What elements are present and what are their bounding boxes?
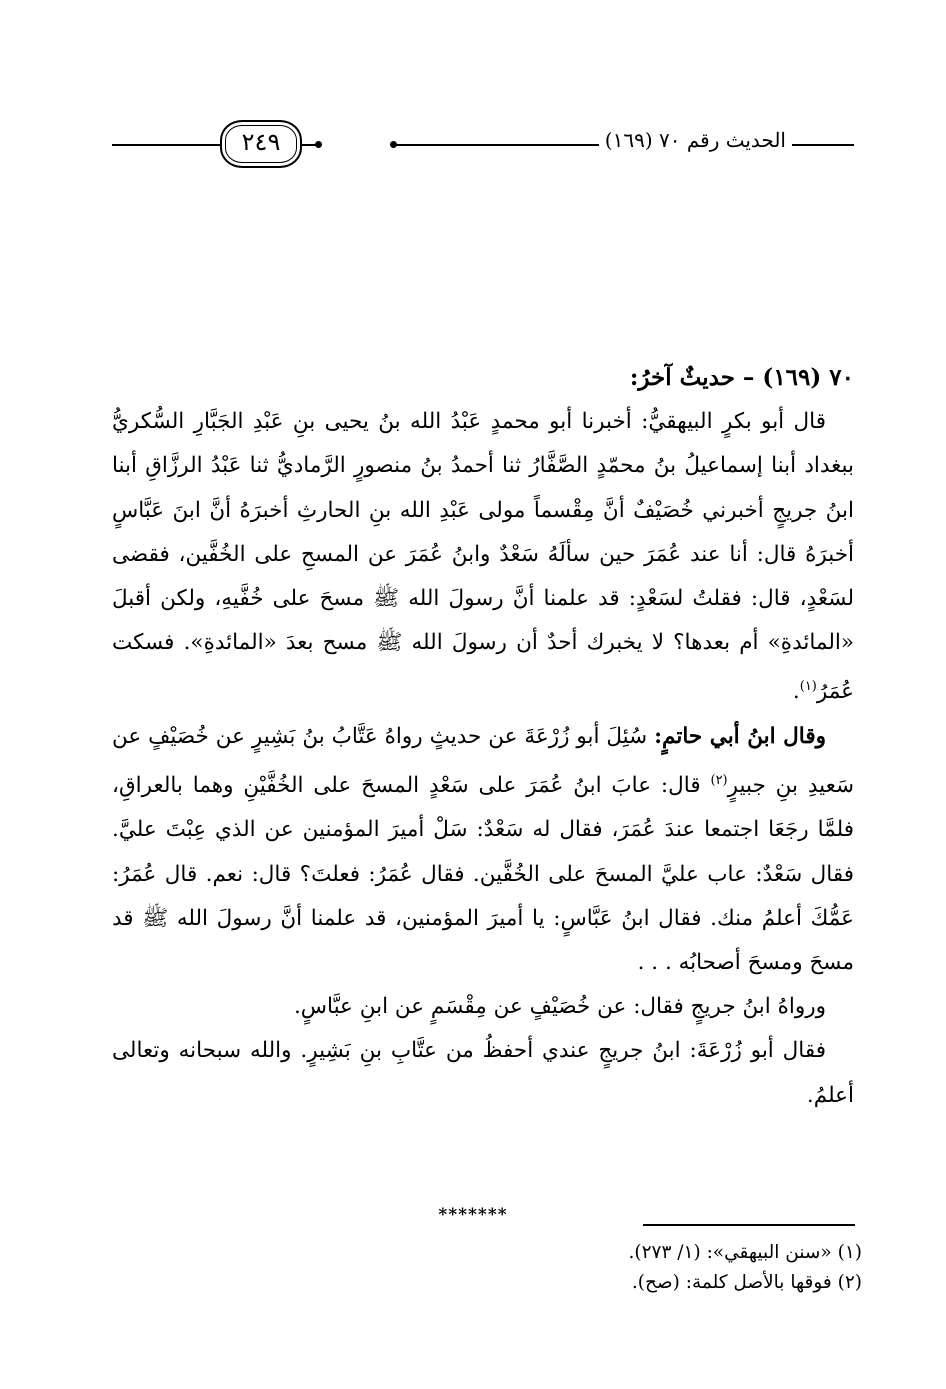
paragraph-2	[112, 715, 854, 985]
paragraph-3: ورواهُ ابنُ جريجٍ فقال: عن خُصَيْفٍ عن مِقْسَمٍ عن ابنِ عبَّاسٍ.	[293, 994, 826, 1020]
paragraph-2-text-a: سُئِلَ أبو زُرْعَةَ عن حديثٍ رواهُ عَتَّابُ بنُ بَشِيرٍ عن خُصَيْفٍ عن سَعيدِ بنِ جبيرٍ	[112, 723, 854, 799]
paragraph-4: فقال أبو زُرْعَةَ: ابنُ جريجٍ عندي أحفظُ من عتَّابِ بنِ بَشِيرٍ. والله سبحانه وتعالى أعلمُ.	[112, 1038, 854, 1108]
footnotes	[112, 1238, 862, 1298]
section-separator: *******	[438, 1205, 508, 1225]
footnote-ref-2: (٢)	[710, 772, 728, 788]
header-title: الحديث رقم ٧٠ (١٦٩)	[599, 128, 792, 152]
footnote-rule	[643, 1224, 855, 1226]
page-number-frame	[220, 120, 302, 168]
paragraph-2-text-b: قال: عابَ ابنُ عُمَرَ على سَعْدٍ المسحَ على الخُفَّيْنِ وهما بالعراقِ، فلمَّا رجَعَا اجتمعا عندَ عُمَرَ، فقال له سَعْدٌ: سَلْ أميرَ المؤمنين عن الذي عِبْتَ عليَّ. فقال سَعْدٌ: عاب عليَّ المسحَ على الخُفَّين. فقال عُمَرُ: فعلتَ؟ قال: نعم. قال عُمَرُ: عَمُّكَ أعلمُ منك. فقال ابنُ عَبَّاسٍ: يا أميرَ المؤمنين، قد علمنا أنَّ رسولَ الله ﷺ قد مسحَ ومسحَ أصحابُه . . .	[112, 773, 854, 975]
page-number: ٢٤٩	[241, 128, 281, 156]
footnote-2: (٢) فوقها بالأصل كلمة: (صح).	[631, 1272, 862, 1293]
main-text	[112, 356, 854, 1118]
hadith-heading: ٧٠ (١٦٩) – حديثٌ آخرُ:	[629, 364, 854, 391]
paragraph-1-text: قال أبو بكرٍ البيهقيُّ: أخبرنا أبو محمدٍ عَبْدُ الله بنُ يحيى بنِ عَبْدِ الجَبَّارِ السُّكريُّ ببغداد أبنا إسماعيلُ بنُ محمّدٍ الصَّفَّارُ ثنا أحمدُ بنُ منصورٍ الرَّماديُّ ثنا عَبْدُ الرزَّاقِ أبنا ابنُ جريجٍ أخبرني خُصَيْفٌ أنَّ مِقْسماً مولى عَبْدِ الله بنِ الحارثِ أخبرَهُ أنَّ ابنَ عَبَّاسٍ أخبرَهُ قال: أنا عند عُمَرَ حين سألَهُ سَعْدٌ وابنُ عُمَرَ عن المسحِ على الخُفَّين، فقضى لسَعْدٍ، قال: فقلتُ لسَعْدٍ: قد علمنا أنَّ رسولَ الله ﷺ مسحَ على خُفَّيهِ، ولكن أقبلَ «المائدةِ» أم بعدها؟ لا يخبرك أحدٌ أن رسولَ الله ﷺ مسح بعدَ «المائدةِ». فسكت عُمَرُ	[112, 409, 854, 705]
running-header	[112, 118, 854, 168]
header-rule-middle	[392, 144, 607, 146]
footnote-1: (١) «سنن البيهقي»: (١/ ٢٧٣).	[628, 1242, 862, 1263]
header-dot	[315, 141, 322, 148]
header-dot	[390, 141, 397, 148]
footnote-ref-1: (١)	[799, 679, 817, 695]
paragraph-1: قال أبو بكرٍ البيهقيُّ: أخبرنا أبو محمدٍ عَبْدُ الله بنُ يحيى بنِ عَبْدِ الجَبَّارِ السُّكريُّ ببغداد أبنا إسماعيلُ بنُ محمّدٍ الصَّفَّارُ ثنا أحمدُ بنُ منصورٍ الرَّماديُّ ثنا عَبْدُ الرزَّاقِ أبنا ابنُ جريجٍ أخبرني خُصَيْفٌ أنَّ مِقْسماً مولى عَبْدِ الله بنِ الحارثِ أخبرَهُ أنَّ ابنَ عَبَّاسٍ أخبرَهُ قال: أنا عند عُمَرَ حين سألَهُ سَعْدٌ وابنُ عُمَرَ عن المسحِ على الخُفَّين، فقضى لسَعْدٍ، قال: فقلتُ لسَعْدٍ: قد علمنا أنَّ رسولَ الله ﷺ مسحَ على خُفَّيهِ، ولكن أقبلَ «المائدةِ» أم بعدها؟ لا يخبرك أحدٌ أن رسولَ الله ﷺ مسح بعدَ «المائدةِ». فسكت عُمَرُ$^{(١)}$.	[112, 409, 854, 705]
paragraph-2-lead: وقال ابنُ أبي حاتمٍ:	[654, 723, 826, 749]
